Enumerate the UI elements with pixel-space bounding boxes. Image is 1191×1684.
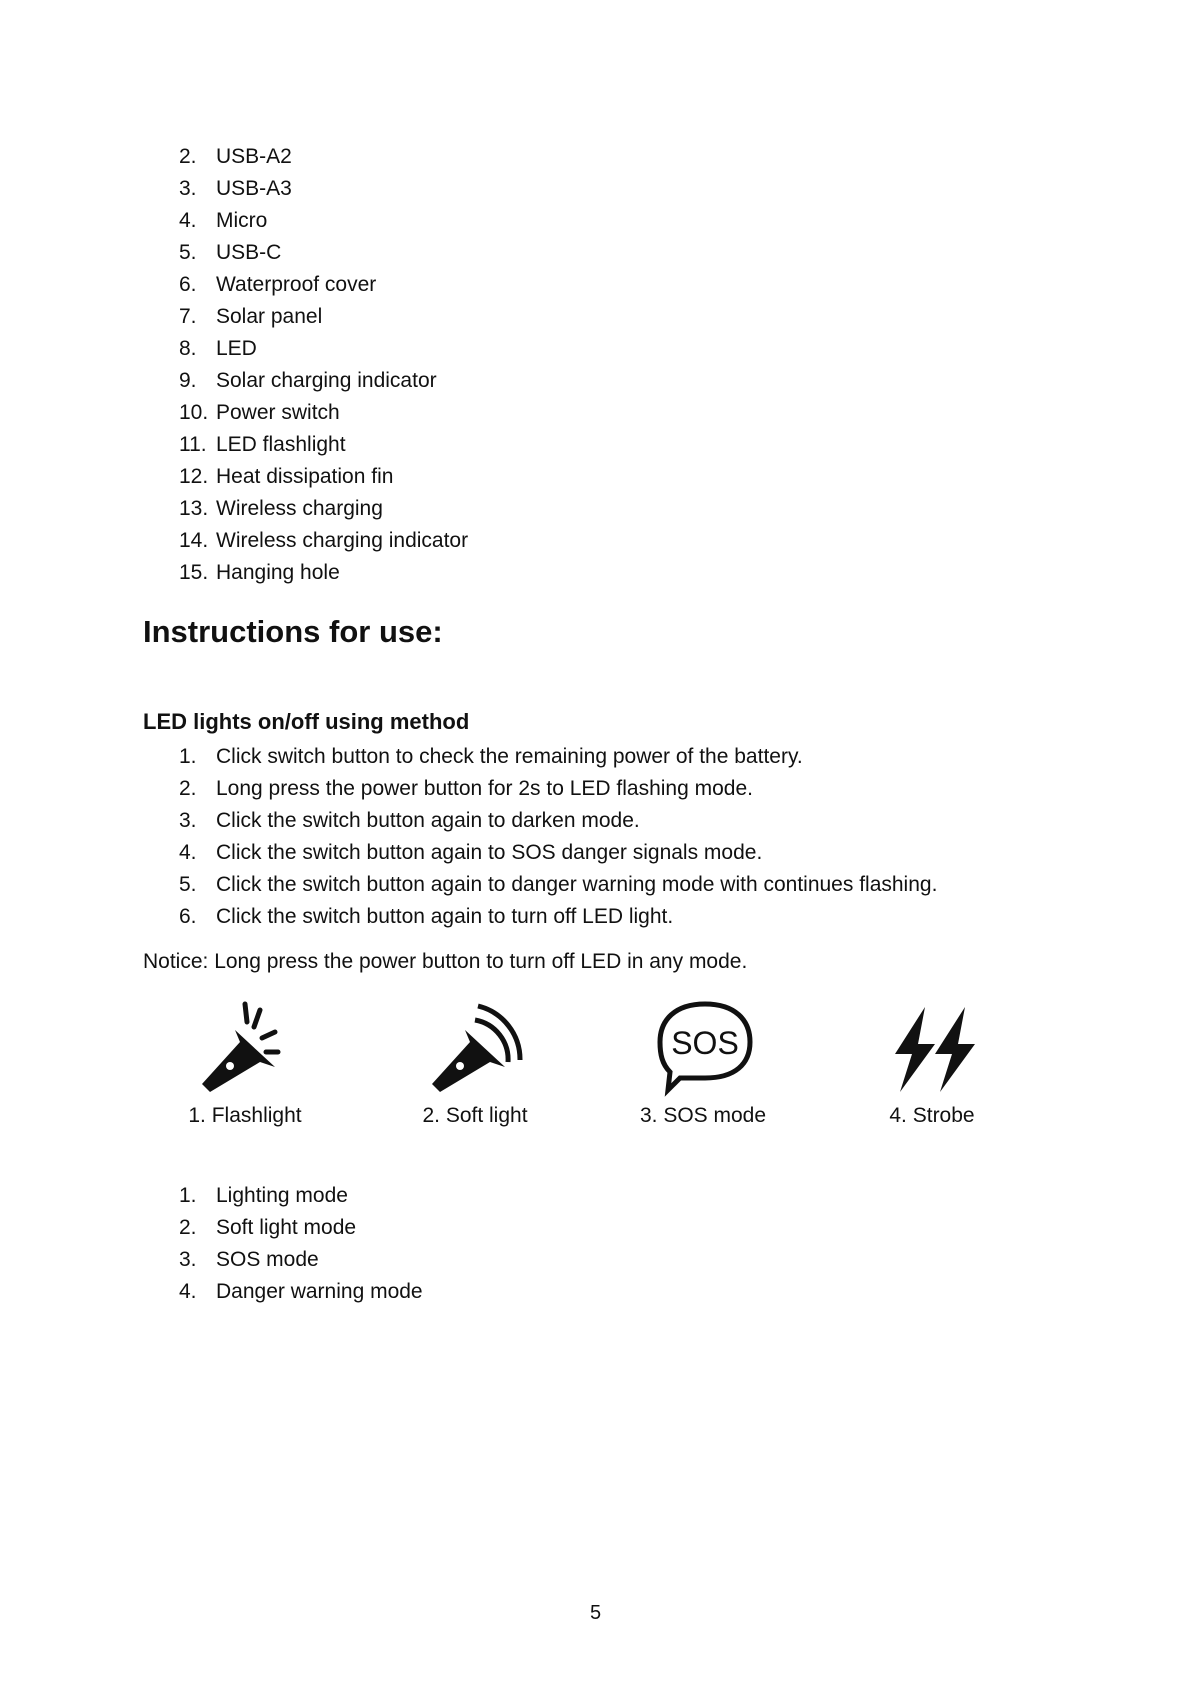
item-number: 3. bbox=[179, 809, 197, 832]
item-text: Wireless charging bbox=[216, 497, 383, 520]
item-text: Power switch bbox=[216, 401, 340, 424]
subsection-heading: LED lights on/off using method bbox=[143, 709, 470, 734]
item-text: USB-A2 bbox=[216, 145, 292, 168]
item-number: 5. bbox=[179, 241, 197, 264]
list-item bbox=[179, 1244, 423, 1276]
item-number: 11. bbox=[179, 433, 207, 456]
list-item bbox=[179, 269, 468, 301]
item-number: 2. bbox=[179, 1216, 197, 1239]
item-number: 1. bbox=[179, 745, 197, 768]
icon-caption: 2. Soft light bbox=[422, 1104, 528, 1127]
item-text: Click the switch button again to darken mode. bbox=[216, 809, 640, 832]
item-text: Soft light mode bbox=[216, 1216, 357, 1239]
list-item bbox=[179, 173, 468, 205]
item-number: 7. bbox=[179, 305, 197, 328]
item-number: 4. bbox=[179, 209, 197, 232]
list-item bbox=[179, 493, 468, 525]
item-text: Click the switch button again to danger warning mode with continues flashing. bbox=[216, 873, 938, 896]
item-number: 4. bbox=[179, 1280, 197, 1303]
list-item bbox=[179, 837, 937, 869]
item-number: 2. bbox=[179, 777, 197, 800]
steps-list bbox=[179, 741, 937, 933]
item-text: Waterproof cover bbox=[216, 273, 377, 296]
list-item bbox=[179, 805, 937, 837]
item-text: Danger warning mode bbox=[216, 1280, 423, 1303]
section-heading: Instructions for use: bbox=[143, 614, 443, 649]
icon-caption: 1. Flashlight bbox=[188, 1104, 302, 1127]
list-item bbox=[179, 365, 468, 397]
parts-list bbox=[179, 141, 468, 589]
list-item bbox=[179, 773, 937, 805]
icon-caption: 3. SOS mode bbox=[639, 1104, 767, 1127]
list-item bbox=[179, 333, 468, 365]
item-number: 9. bbox=[179, 369, 197, 392]
item-number: 5. bbox=[179, 873, 197, 896]
list-item bbox=[179, 301, 468, 333]
item-text: Micro bbox=[216, 209, 268, 232]
sos-icon bbox=[650, 992, 760, 1102]
list-item bbox=[179, 869, 937, 901]
item-number: 12. bbox=[179, 465, 209, 488]
list-item bbox=[179, 901, 937, 933]
item-number: 4. bbox=[179, 841, 197, 864]
list-item bbox=[179, 1276, 423, 1308]
item-text: Solar charging indicator bbox=[216, 369, 437, 392]
item-text: Lighting mode bbox=[216, 1184, 348, 1207]
list-item bbox=[179, 741, 937, 773]
icon-caption: 4. Strobe bbox=[889, 1104, 975, 1127]
item-text: Click the switch button again to SOS danger signals mode. bbox=[216, 841, 763, 864]
list-item bbox=[179, 397, 468, 429]
item-text: Click switch button to check the remaining power of the battery. bbox=[216, 745, 803, 768]
list-item bbox=[179, 429, 468, 461]
soft-light-icon bbox=[420, 992, 530, 1102]
item-text: Wireless charging indicator bbox=[216, 529, 469, 552]
item-number: 15. bbox=[179, 561, 209, 584]
item-number: 6. bbox=[179, 273, 197, 296]
list-item bbox=[179, 525, 468, 557]
item-number: 6. bbox=[179, 905, 197, 928]
list-item bbox=[179, 205, 468, 237]
item-text: LED flashlight bbox=[216, 433, 346, 456]
item-number: 10. bbox=[179, 401, 209, 424]
item-number: 13. bbox=[179, 497, 209, 520]
item-text: USB-A3 bbox=[216, 177, 292, 200]
item-text: Long press the power button for 2s to LED flashing mode. bbox=[216, 777, 753, 800]
item-number: 3. bbox=[179, 1248, 197, 1271]
page-number: 5 bbox=[589, 1602, 602, 1624]
item-text: Solar panel bbox=[216, 305, 323, 328]
item-text: LED bbox=[216, 337, 257, 360]
item-text: Heat dissipation fin bbox=[216, 465, 394, 488]
item-text: Click the switch button again to turn off LED light. bbox=[216, 905, 674, 928]
modes-list bbox=[179, 1180, 423, 1308]
item-number: 3. bbox=[179, 177, 197, 200]
flashlight-icon bbox=[190, 992, 300, 1102]
list-item bbox=[179, 461, 468, 493]
list-item bbox=[179, 1180, 423, 1212]
list-item bbox=[179, 1212, 423, 1244]
notice-text: Notice: Long press the power button to turn off LED in any mode. bbox=[143, 950, 748, 973]
list-item bbox=[179, 557, 468, 589]
item-number: 1. bbox=[179, 1184, 197, 1207]
list-item bbox=[179, 141, 468, 173]
item-number: 14. bbox=[179, 529, 209, 552]
item-text: SOS mode bbox=[216, 1248, 319, 1271]
item-text: Hanging hole bbox=[216, 561, 340, 584]
strobe-icon bbox=[880, 992, 990, 1102]
item-number: 8. bbox=[179, 337, 197, 360]
item-number: 2. bbox=[179, 145, 197, 168]
item-text: USB-C bbox=[216, 241, 282, 264]
list-item bbox=[179, 237, 468, 269]
sos-label: SOS bbox=[671, 1025, 739, 1061]
